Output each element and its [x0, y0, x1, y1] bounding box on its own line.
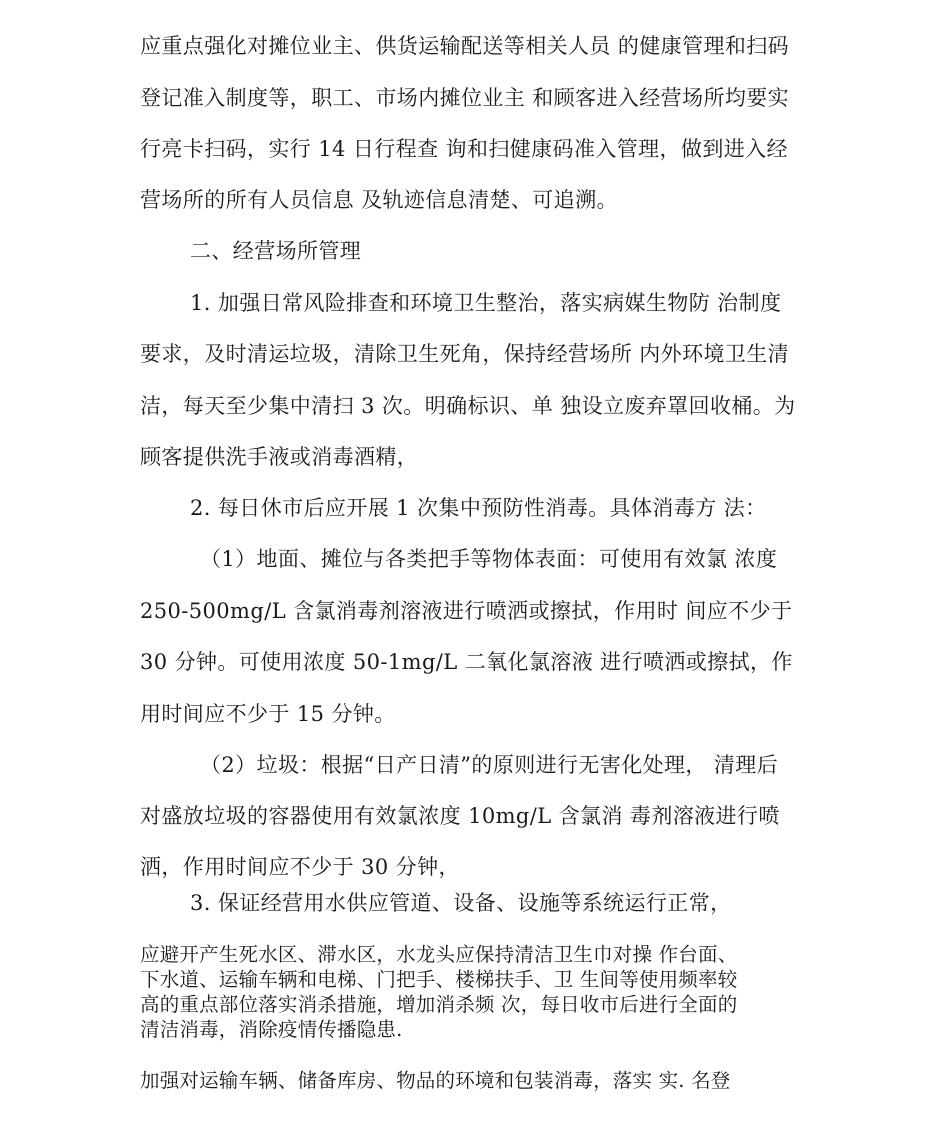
paragraph-line: 营场所的所有人员信息 及轨迹信息清楚、可追溯。	[140, 188, 618, 212]
paragraph-line: 登记准入制度等，职工、市场内摊位业主 和顾客进入经营场所均要实	[140, 86, 790, 110]
paragraph-line: 1. 加强日常风险排查和环境卫生整治，落实病媒生物防 治制度	[190, 291, 782, 315]
paragraph-line: 250-500mg/L 含氯消毒剂溶液进行喷洒或擦拭，作用时 间应不少于	[140, 599, 793, 623]
paragraph-line: 应避开产生死水区、滞水区，水龙头应保持清洁卫生巾对操 作台面、	[140, 943, 738, 966]
paragraph-line: 30 分钟。可使用浓度 50-1mg/L 二氧化氯溶液 进行喷洒或擦拭，作	[140, 650, 793, 674]
paragraph-line: （1）地面、摊位与各类把手等物体表面：可使用有效氯 浓度	[200, 547, 778, 571]
paragraph-line: 加强对运输车辆、储备库房、物品的环境和包装消毒，落实 实. 名登	[140, 1069, 731, 1092]
section-heading: 二、经营场所管理	[190, 239, 362, 263]
paragraph-line: 行亮卡扫码，实行 14 日行程查 询和扫健康码准入管理，做到进入经	[140, 137, 788, 161]
paragraph-line: 应重点强化对摊位业主、供货运输配送等相关人员 的健康管理和扫码	[140, 34, 790, 58]
paragraph-line: （2）垃圾：根据“日产日清”的原则进行无害化处理， 清理后	[200, 753, 779, 777]
paragraph-line: 清洁消毒，消除疫情传播隐患.	[140, 1018, 403, 1041]
paragraph-line: 3. 保证经营用水供应管道、设备、设施等系统运行正常，	[190, 891, 732, 915]
paragraph-line: 2. 每日休市后应开展 1 次集中预防性消毒。具体消毒方 法：	[190, 496, 767, 520]
paragraph-line: 洁，每天至少集中清扫 3 次。明确标识、单 独设立废弃罩回收桶。为	[140, 394, 796, 418]
paragraph-line: 用时间应不少于 15 分钟。	[140, 702, 396, 726]
paragraph-line: 高的重点部位落实消杀措施，增加消杀频 次，每日收市后进行全面的	[140, 993, 738, 1016]
paragraph-line: 顾客提供洗手液或消毒酒精，	[140, 445, 419, 469]
paragraph-line: 洒，作用时间应不少于 30 分钟，	[140, 855, 460, 879]
paragraph-line: 对盛放垃圾的容器使用有效氯浓度 10mg/L 含氯消 毒剂溶液进行喷	[140, 804, 780, 828]
paragraph-line: 要求，及时清运垃圾，清除卫生死角，保持经营场所 内外环境卫生清	[140, 342, 790, 366]
paragraph-line: 下水道、运输车辆和电梯、门把手、楼梯扶手、卫 生间等使用频率较	[140, 968, 738, 991]
